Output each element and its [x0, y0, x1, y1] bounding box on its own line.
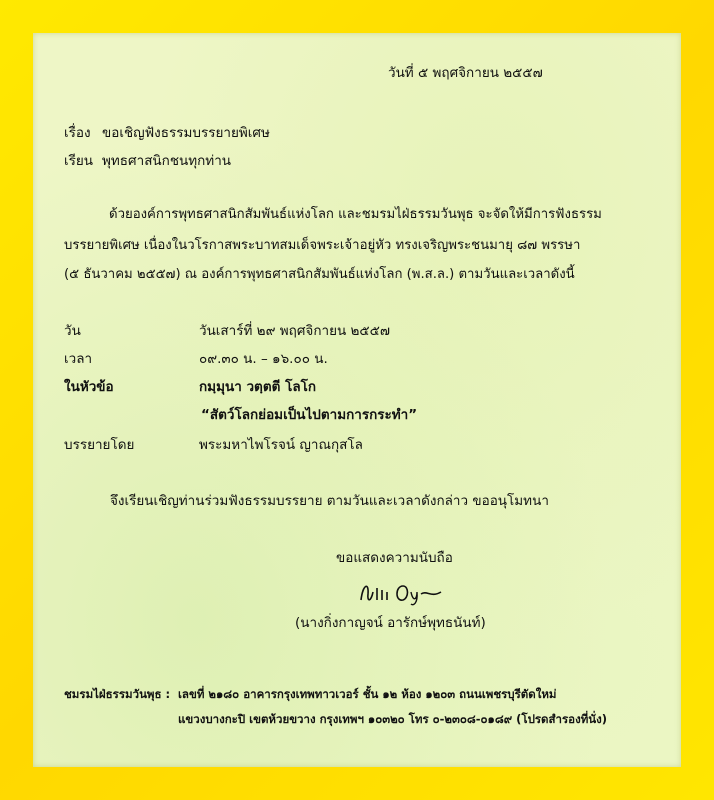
- handwritten-signature: [355, 578, 445, 606]
- closing-text: ขอแสดงความนับถือ: [336, 550, 453, 566]
- invitation-text: จึงเรียนเชิญท่านร่วมฟังธรรมบรรยาย ตามวันและเวลาดังกล่าว ขออนุโมทนา: [110, 493, 549, 509]
- signer-name: (นางกิ่งกาญจน์ อารักษ์พุทธนันท์): [295, 615, 486, 631]
- time-label: เวลา: [64, 351, 93, 367]
- speaker-label: บรรยายโดย: [64, 437, 135, 453]
- topic-value: กมฺมุนา วตฺตตี โลโก: [199, 379, 317, 395]
- letter-date: วันที่ ๕ พฤศจิกายน ๒๕๕๗: [388, 65, 543, 81]
- body-line-3: (๕ ธันวาคม ๒๕๕๗) ณ องค์การพุทธศาสนิกสัมพันธ์แห่งโลก (พ.ส.ล.) ตามวันและเวลาดังนี้: [64, 267, 575, 282]
- time-value: ๐๙.๓๐ น. – ๑๖.๐๐ น.: [199, 351, 328, 367]
- day-value: วันเสาร์ที่ ๒๙ พฤศจิกายน ๒๕๕๗: [199, 323, 390, 339]
- body-line-2: บรรยายพิเศษ เนื่องในวโรกาสพระบาทสมเด็จพระเจ้าอยู่หัว ทรงเจริญพระชนมายุ ๘๗ พรรษา: [64, 238, 581, 253]
- footer-address-line-1: เลขที่ ๒๑๘๐ อาคารกรุงเทพทาวเวอร์ ชั้น ๑๒ ห้อง ๑๒๐๓ ถนนเพชรบุรีตัดใหม่: [178, 687, 557, 701]
- subject-text: ขอเชิญฟังธรรมบรรยายพิเศษ: [102, 125, 270, 141]
- subject-label: เรื่อง: [64, 125, 91, 141]
- topic-quote: “สัตว์โลกย่อมเป็นไปตามการกระทำ”: [201, 407, 418, 423]
- topic-label: ในหัวข้อ: [64, 379, 114, 395]
- footer-org-label: ชมรมไฝ่ธรรมวันพุธ :: [64, 687, 171, 701]
- body-line-1: ด้วยองค์การพุทธศาสนิกสัมพันธ์แห่งโลก และชมรมไฝ่ธรรมวันพุธ จะจัดให้มีการฟังธรรม: [109, 207, 602, 222]
- letter-paper: [33, 33, 681, 767]
- footer-address-line-2: แขวงบางกะปิ เขตห้วยขวาง กรุงเทพฯ ๑๐๓๒๐ โทร ๐-๒๓๐๘-๐๑๘๙ (โปรดสำรองที่นั่ง): [178, 712, 608, 726]
- recipient-text: พุทธศาสนิกชนทุกท่าน: [102, 153, 232, 169]
- recipient-label: เรียน: [64, 153, 94, 169]
- speaker-value: พระมหาไพโรจน์ ญาณกุสโล: [199, 437, 363, 453]
- day-label: วัน: [64, 323, 81, 339]
